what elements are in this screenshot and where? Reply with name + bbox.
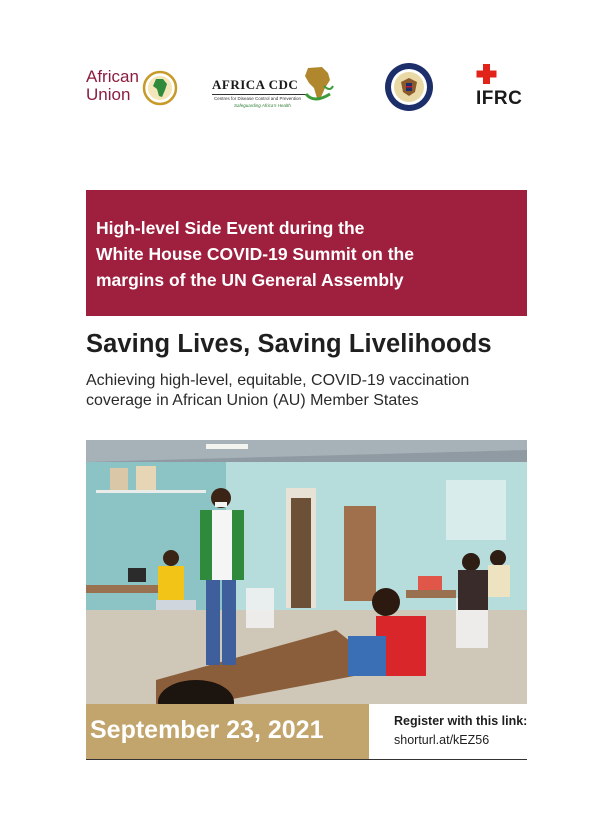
ifrc-wordmark: IFRC (476, 88, 523, 109)
africa-cdc-title: AFRICA CDC (212, 77, 299, 92)
event-date-box (86, 704, 369, 759)
event-banner (86, 190, 527, 316)
classroom-photo-illustration (86, 440, 527, 704)
event-photo (86, 440, 527, 704)
africa-cdc-divider (212, 94, 308, 95)
seal-icon (384, 62, 434, 112)
ifrc-logo (476, 62, 532, 112)
african-union-wordmark (86, 68, 139, 104)
au-line1: African (86, 67, 139, 86)
banner-line-2: White House COVID-19 Summit on the (96, 244, 414, 264)
red-cross-crescent-icon (476, 62, 532, 86)
african-union-logo (86, 66, 178, 108)
us-state-dept-seal (384, 62, 434, 117)
au-emblem-icon (142, 70, 178, 106)
banner-line-3: margins of the UN General Assembly (96, 270, 404, 290)
banner-line-1: High-level Side Event during the (96, 218, 365, 238)
event-date: September 23, 2021 (90, 716, 324, 744)
africa-cdc-logo (212, 64, 336, 110)
africa-map-icon (300, 64, 336, 106)
subtitle-line-1: Achieving high-level, equitable, COVID-19 vaccination (86, 372, 470, 389)
subtitle-line-2: coverage in African Union (AU) Member States (86, 392, 419, 409)
page-title: Saving Lives, Saving Livelihoods (86, 330, 492, 358)
register-link[interactable]: shorturl.at/kEZ56 (394, 733, 490, 747)
footer-divider (86, 759, 527, 760)
au-line2: Union (86, 85, 131, 104)
register-label: Register with this link: (394, 714, 528, 728)
africa-cdc-subtitle: Centres for Disease Control and Prevention (214, 96, 302, 101)
africa-cdc-tagline: Safeguarding Africa's Health (234, 103, 291, 108)
